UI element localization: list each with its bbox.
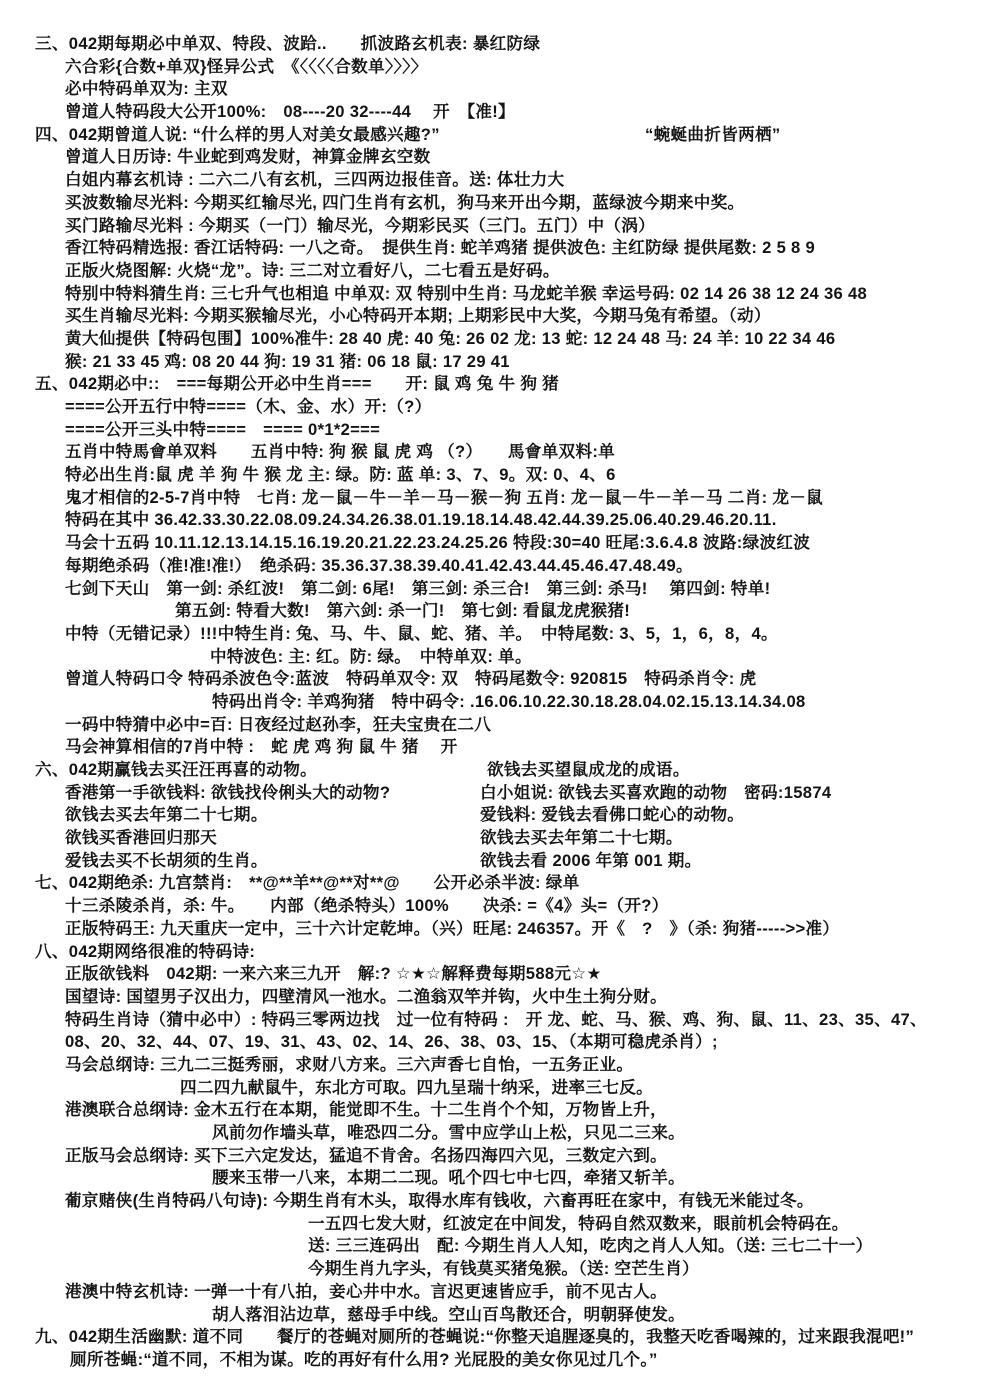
text-line [0, 1167, 1006, 1190]
text-line [0, 396, 1006, 419]
line-text: 马会总纲诗: 三九二三挺秀丽，求财八方来。三六声香七自怡，一五务正业。 [65, 1054, 634, 1074]
line-text: 08、20、32、44、07、19、31、43、02、14、26、38、03、15、（本期可稳虎杀肖）; [65, 1032, 718, 1052]
text-line [0, 895, 1006, 918]
line-text: 国望诗: 国望男子汉出力，四壁清风一池水。二渔翁双竿并钩，火中生土狗分财。 [65, 986, 668, 1006]
line-text: 曾道人特码段大公开100%: 08----20 32----44 开 【准!】 [65, 102, 515, 122]
line-text: 每期绝杀码（准!准!准!） 绝杀码: 35.36.37.38.39.40.41.42.43.44.45.46.47.48.49。 [65, 555, 693, 575]
section-4-zengdaoren [0, 124, 1006, 374]
line-text: 爱钱去买不长胡须的生肖。 [65, 850, 268, 870]
line-text: 四、042期曾道人说: “什么样的男人对美女最感兴趣?” [35, 124, 440, 144]
text-line [0, 56, 1006, 79]
line-text: 五、042期必中:: ===每期公开必中生肖=== 开: 鼠 鸡 兔 牛 狗 猪 [35, 374, 560, 394]
line-text: 欲钱去买去年第二十七期。 [65, 805, 268, 825]
text-line [0, 918, 1006, 941]
line-text: 香江特码精选报: 香江话特码: 一八之奇。 提供生肖: 蛇羊鸡猪 提供波色: 主红防绿 提供尾数: 2 5 8 9 [65, 238, 816, 258]
text-line [0, 850, 1006, 873]
line-text: 葡京赌侠(生肖特码八句诗): 今期生肖有木头，取得水库有钱收，六畜再旺在家中，有钱无米能过冬。 [65, 1191, 814, 1211]
text-line [0, 1281, 1006, 1304]
text-line [0, 215, 1006, 238]
text-line [0, 941, 1006, 964]
text-line [0, 1235, 1006, 1258]
text-line [0, 532, 1006, 555]
line-text: 白姐内幕玄机诗 : 二六二八有玄机，三四两边报佳音。送: 体壮力大 [65, 170, 565, 190]
line-text: 一码中特猜中必中=百: 日夜经过赵孙李，狂夫宝贵在二八 [65, 714, 492, 734]
line-text: 特码生肖诗（猜中必中）: 特码三零两边找 过一位有特码 : 开 龙、蛇、马、猴、鸡、狗、鼠、11、23、35、47、 [65, 1009, 927, 1029]
text-line [0, 146, 1006, 169]
text-line [0, 192, 1006, 215]
text-line [0, 963, 1006, 986]
line-text-right-column: 欲钱去看 2006 年第 001 期。 [480, 850, 702, 870]
text-line [0, 237, 1006, 260]
text-line [0, 578, 1006, 601]
text-line [0, 1258, 1006, 1281]
line-text: 特必出生肖:鼠 虎 羊 狗 牛 猴 龙 主: 绿。防: 蓝 单: 3、7、9。双: 0、4、6 [65, 465, 616, 485]
text-line [0, 759, 1006, 782]
text-line [0, 124, 1006, 147]
line-text: 港澳联合总纲诗: 金木五行在本期，能觉即不生。十二生肖个个知，万物皆上升， [65, 1100, 668, 1120]
section-9-youmo [0, 1326, 1006, 1371]
line-text: 猴: 21 33 45 鸡: 08 20 44 狗: 19 31 猪: 06 18 鼠: 17 29 41 [65, 351, 510, 371]
section-5-bizhong [0, 373, 1006, 759]
line-text: 买波数输尽光料: 今期买红输尽光, 四门生肖有玄机，狗马来开出今期，蓝绿波今期来中奖。 [65, 192, 745, 212]
section-8-temashi [0, 941, 1006, 1327]
text-line [0, 1304, 1006, 1327]
line-text: 腰来玉带一八来，本期二二现。吼个四七中七四，牵猪又斩羊。 [212, 1168, 686, 1188]
line-text: 三、042期每期必中单双、特段、波跲.. 抓波路玄机表: 暴红防绿 [35, 34, 541, 53]
text-line [0, 101, 1006, 124]
line-text: 厕所苍蝇:“道不同，不相为谋。吃的再好有什么用? 光屁股的美女你见过几个。” [70, 1349, 658, 1369]
text-line [0, 1077, 1006, 1100]
text-line [0, 623, 1006, 646]
text-line [0, 328, 1006, 351]
line-text: 第五剑: 特看大数! 第六剑: 杀一门! 第七剑: 看鼠龙虎猴猪! [175, 601, 631, 621]
line-text: 正版特码王: 九天重庆一定中，三十六计定乾坤。（兴）旺尾: 246357。开《 ? 》（杀: 狗猪----->>准） [65, 918, 840, 938]
line-text: 七剑下天山 第一剑: 杀红波! 第二剑: 6尾! 第三剑: 杀三合! 第三剑: 杀马! 第四剑: 特单! [65, 578, 771, 598]
text-line [0, 668, 1006, 691]
line-text: ====公开三头中特==== ==== 0*1*2=== [65, 419, 381, 439]
line-text: 胡人落泪沾边草，慈母手中线。空山百鸟散还合，明朝驿使发。 [212, 1304, 686, 1324]
text-line [0, 1145, 1006, 1168]
text-line [0, 1054, 1006, 1077]
line-text: 八、042期网络很准的特码诗: [35, 941, 256, 961]
text-line [0, 351, 1006, 374]
line-text-right-column: 白小姐说: 欲钱去买喜欢跑的动物 密码:15874 [480, 782, 832, 802]
line-text: 十三杀陵杀肖，杀: 牛。 内部（绝杀特头）100% 决杀: =《4》头=（开?） [65, 896, 669, 916]
text-line [0, 1349, 1006, 1372]
line-text: 欲钱买香港回归那天 [65, 828, 218, 848]
text-line [0, 600, 1006, 623]
line-text: 香港第一手欲钱料: 欲钱找伶俐头大的动物? [65, 782, 391, 802]
line-text: 曾道人特码口令 特码杀波色令:蓝波 特码单双令: 双 特码尾数令: 920815 特码杀肖令: 虎 [65, 669, 757, 689]
text-line [0, 736, 1006, 759]
text-line [0, 283, 1006, 306]
text-line [0, 555, 1006, 578]
line-text: 正版欲钱料 042期: 一来六来三九开 解:? ☆★☆解释费每期588元☆★ [65, 964, 602, 984]
text-line [0, 646, 1006, 669]
line-text: 特码在其中 36.42.33.30.22.08.09.24.34.26.38.01.19.18.14.48.42.44.39.25.06.40.29.46.20.11. [65, 510, 777, 530]
line-text: 送: 三三连码出 配: 今期生肖人人知，吃肉之肖人人知。（送: 三七二十一） [308, 1236, 873, 1256]
text-line [0, 1213, 1006, 1236]
line-text: 五肖中特馬會单双料 五肖中特: 狗 猴 鼠 虎 鸡 （?） 馬會单双料:单 [65, 442, 616, 462]
line-text: 中特（无错记录）!!!中特生肖: 兔、马、牛、鼠、蛇、猪、羊。 中特尾数: 3、5，1，6，8，4。 [65, 623, 778, 643]
line-text: 正版火烧图解: 火烧“龙”。诗: 三二对立看好八，二七看五是好码。 [65, 260, 560, 280]
text-line [0, 1190, 1006, 1213]
text-line [0, 78, 1006, 101]
line-text: 鬼才相信的2-5-7肖中特 七肖: 龙－鼠－牛－羊－马－猴－狗 五肖: 龙－鼠－牛－羊－马 二肖: 龙－鼠 [65, 487, 824, 507]
line-text-right-column: 欲钱去买望鼠成龙的成语。 [487, 760, 690, 779]
line-text: ====公开五行中特====（木、金、水）开:（?） [65, 397, 432, 416]
line-text: 黄大仙提供【特码包围】100%准牛: 28 40 虎: 40 兔: 26 02 龙: 13 蛇: 12 24 48 马: 24 羊: 10 22 34 46 [65, 328, 836, 348]
text-line [0, 305, 1006, 328]
text-line [0, 804, 1006, 827]
text-line [0, 986, 1006, 1009]
line-text-right-column: 欲钱去买去年第二十七期。 [480, 828, 683, 848]
text-line [0, 419, 1006, 442]
line-text: 六、042期赢钱去买汪汪再喜的动物。 [35, 760, 317, 779]
line-text: 港澳中特玄机诗: 一弹一十有八拍，妾心井中水。言迟更速皆应手，前不见古人。 [65, 1281, 668, 1301]
line-text: 买生肖输尽光料: 今期买猴输尽光，小心特码开本期; 上期彩民中大奖，今期马兔有希望。（动） [65, 306, 771, 326]
line-text: 马会神算相信的7肖中特 : 蛇 虎 鸡 狗 鼠 牛 猪 开 [65, 737, 458, 757]
text-line [0, 33, 1006, 56]
section-3-bidan [0, 33, 1006, 124]
text-line [0, 464, 1006, 487]
line-text-right-column: 爱钱料: 爱钱去看佛口蛇心的动物。 [480, 805, 745, 825]
text-line [0, 260, 1006, 283]
line-text: 必中特码单双为: 主双 [65, 79, 228, 99]
section-7-juesha [0, 872, 1006, 940]
text-line [0, 691, 1006, 714]
line-text: 买门路输尽光料 : 今期买（一门）输尽光，今期彩民买（三门。五门）中（涡） [65, 215, 656, 235]
line-text: 四二四九献鼠牛，东北方可取。四九呈瑞十纳采，进率三七反。 [180, 1077, 654, 1097]
line-text: 今期生肖九字头，有钱莫买猪兔猴。（送: 空芒生肖） [308, 1259, 699, 1279]
text-line [0, 1099, 1006, 1122]
line-text: 七、042期绝杀: 九宫禁肖: **@**羊**@**对**@ 公开必杀半波: 绿单 [35, 873, 580, 893]
line-text: 六合彩{合数+单双}怪异公式 《〈〈〈〈合数单〉〉〉〉 [65, 56, 428, 76]
section-6-yuqian [0, 759, 1006, 872]
line-text: 特别中特料猜生肖: 三七升气也相追 中单双: 双 特别中生肖: 马龙蛇羊猴 幸运号码: 02 14 26 38 12 24 36 48 [65, 283, 867, 303]
text-line [0, 441, 1006, 464]
line-text: 正版马会总纲诗: 买下三六定发达，猛追不肯舍。名扬四海四六见，三数定六到。 [65, 1145, 668, 1165]
text-line [0, 714, 1006, 737]
text-line [0, 509, 1006, 532]
line-text: 中特波色: 主: 红。防: 绿。 中特单双: 单。 [210, 646, 532, 666]
text-line [0, 782, 1006, 805]
line-text-right-column: “蜿蜒曲折皆两栖” [645, 124, 781, 144]
line-text: 一五四七发大财，红波定在中间发，特码自然双数来，眼前机会特码在。 [308, 1213, 849, 1233]
line-text: 特码出肖令: 羊鸡狗猪 特中码令: .16.06.10.22.30.18.28.04.02.15.13.14.34.08 [212, 691, 806, 711]
text-line [0, 827, 1006, 850]
text-line [0, 1326, 1006, 1349]
line-text: 马会十五码 10.11.12.13.14.15.16.19.20.21.22.23.24.25.26 特段:30=40 旺尾:3.6.4.8 波路:绿波红波 [65, 533, 811, 553]
line-text: 风前勿作墙头草，唯恐四二分。雪中应学山上松，只见二三来。 [212, 1123, 686, 1142]
text-line [0, 487, 1006, 510]
text-line [0, 373, 1006, 396]
text-line [0, 1009, 1006, 1032]
text-line [0, 169, 1006, 192]
line-text: 九、042期生活幽默: 道不同 餐厅的苍蝇对厕所的苍蝇说:“你整天追腥逐臭的，我整天吃香喝辣的，过来跟我混吧!” [35, 1327, 915, 1347]
text-line [0, 1122, 1006, 1145]
text-line [0, 1031, 1006, 1054]
line-text: 曾道人日历诗: 牛业蛇到鸡发财，神算金牌玄空数 [65, 147, 431, 167]
text-line [0, 872, 1006, 895]
